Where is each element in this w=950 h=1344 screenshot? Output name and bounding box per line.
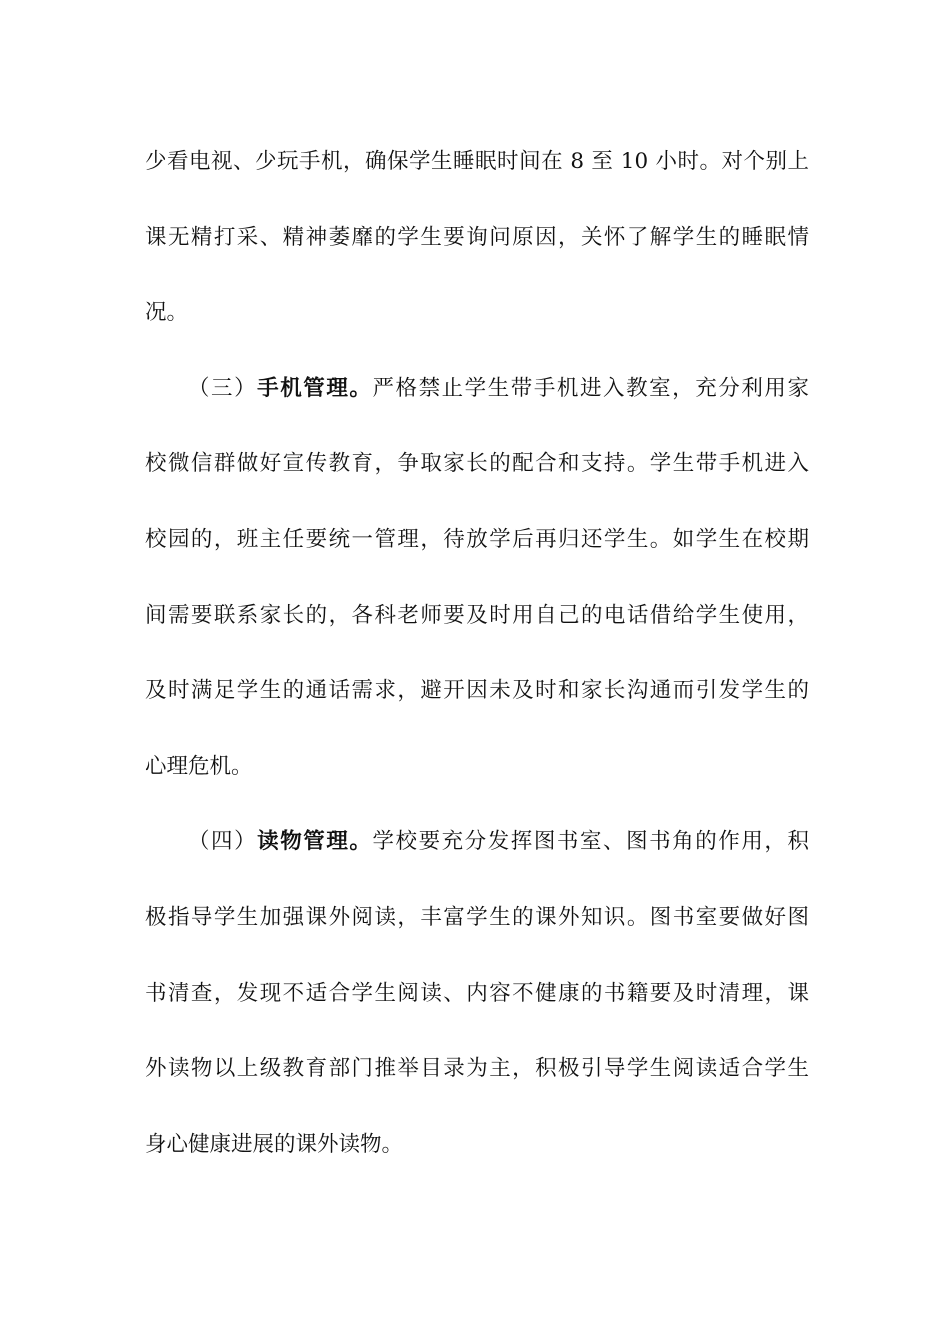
paragraph-2-line-3: 校园的，班主任要统一管理，待放学后再归还学生。如学生在校期 (145, 526, 809, 552)
paragraph-2-line-4: 间需要联系家长的，各科老师要及时用自己的电话借给学生使用， (145, 602, 809, 628)
paragraph-3-line-2: 极指导学生加强课外阅读，丰富学生的课外知识。图书室要做好图 (145, 904, 809, 930)
paragraph-2-first-line (145, 351, 809, 427)
paragraph-2-line-5: 及时满足学生的通话需求，避开因未及时和家长沟通而引发学生的 (145, 678, 809, 704)
paragraph-1-line-1: 少看电视、少玩手机，确保学生睡眠时间在 8 至 10 小时。对个别上 (145, 149, 809, 174)
section-number-4: （四） (188, 829, 258, 855)
paragraph-2-line-2: 校微信群做好宣传教育，争取家长的配合和支持。学生带手机进入 (145, 451, 809, 477)
paragraph-1-line-2: 课无精打采、精神萎靡的学生要询问原因，关怀了解学生的睡眠情 (145, 224, 809, 250)
paragraph-3-line-4: 外读物以上级教育部门推举目录为主，积极引导学生阅读适合学生 (145, 1056, 809, 1082)
paragraph-3-first-line (145, 804, 809, 880)
paragraph-1-line-3: 况。 (145, 300, 189, 326)
document-body (145, 124, 809, 1182)
paragraph-3-first-line-text: 学校要充分发挥图书室、图书角的作用，积 (372, 829, 809, 855)
section-number-3: （三） (188, 375, 258, 401)
paragraph-3-line-5: 身心健康进展的课外读物。 (145, 1131, 404, 1157)
paragraph-2-first-line-text: 严格禁止学生带手机进入教室，充分利用家 (372, 375, 809, 401)
section-heading-reading: 读物管理。 (257, 829, 373, 855)
section-heading-phone: 手机管理。 (257, 375, 373, 401)
paragraph-3-line-3: 书清查，发现不适合学生阅读、内容不健康的书籍要及时清理，课 (145, 980, 809, 1006)
paragraph-2-line-6: 心理危机。 (145, 753, 253, 779)
